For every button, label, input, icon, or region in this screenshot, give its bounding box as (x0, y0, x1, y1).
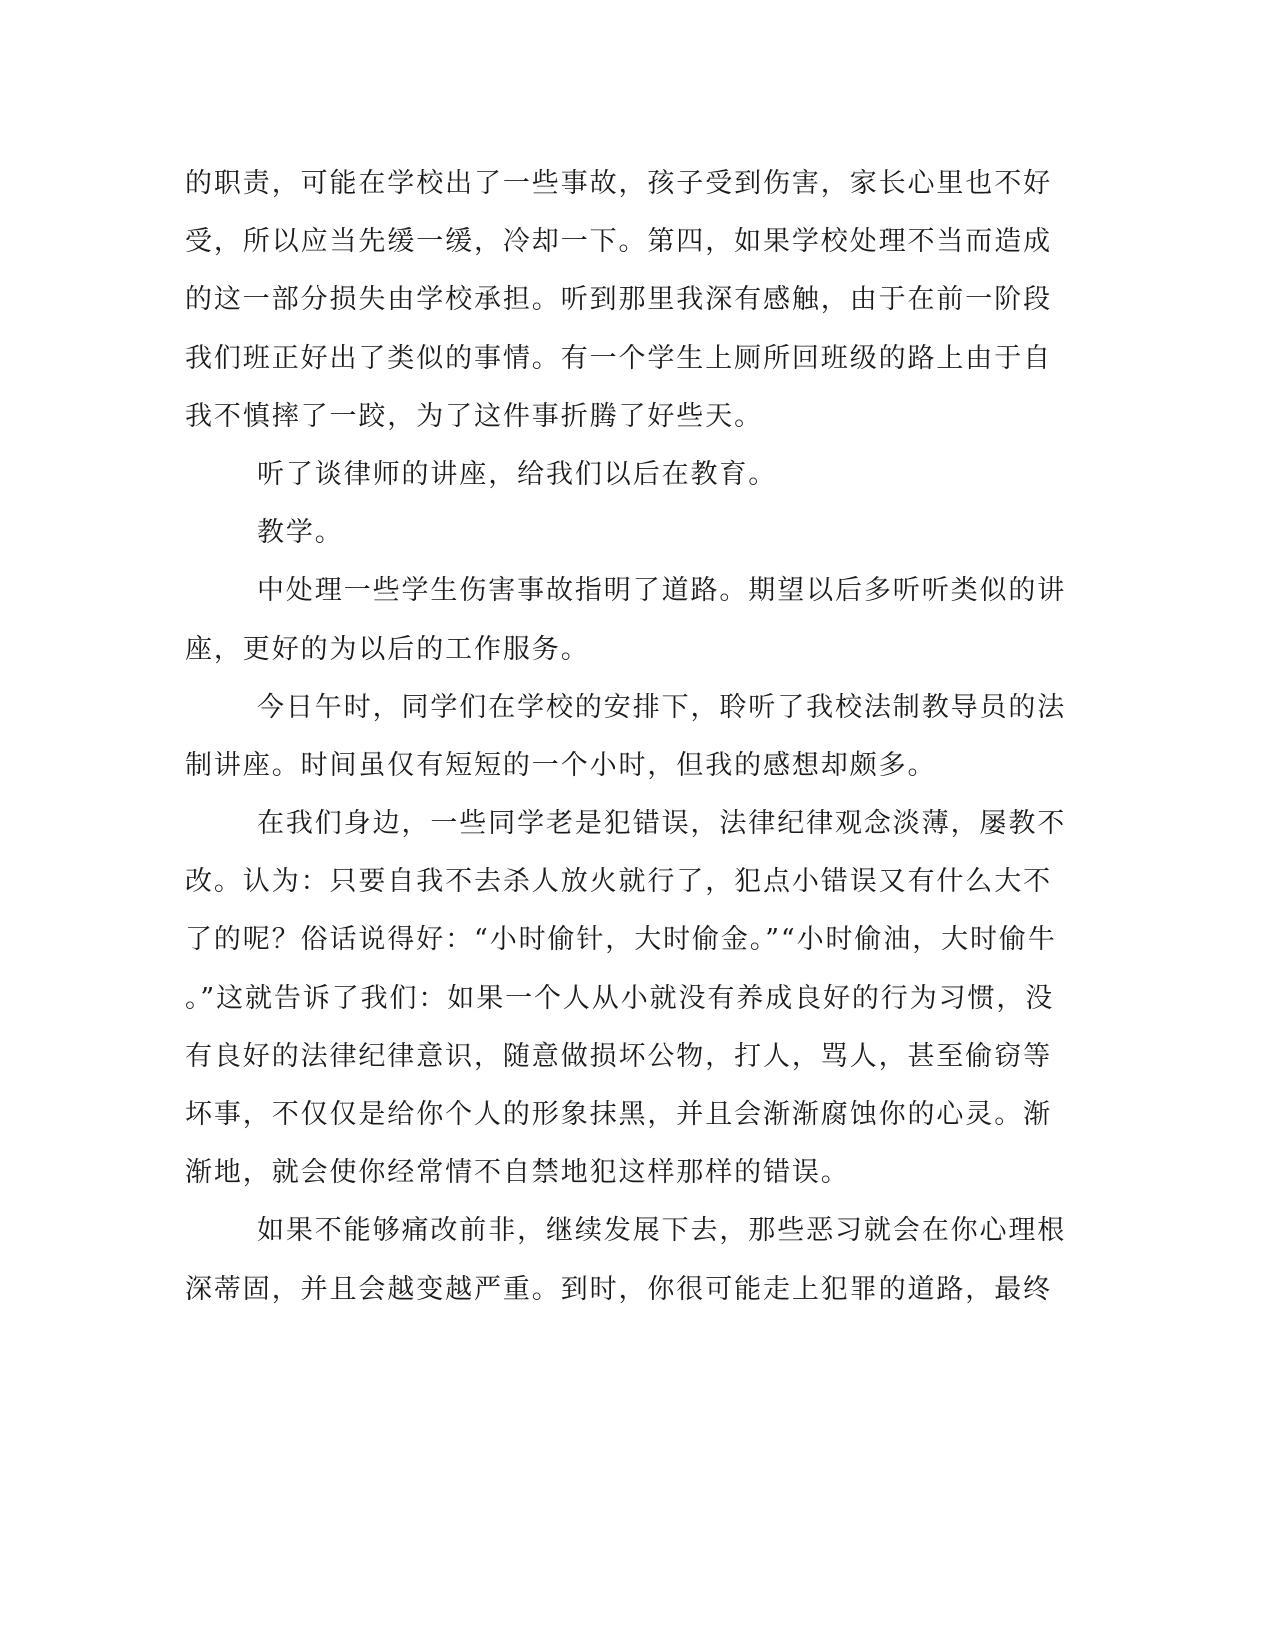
text-line: 渐地，就会使你经常情不自禁地犯这样那样的错误。 (185, 1157, 850, 1189)
text-line: 今日午时，同学们在学校的安排下，聆听了我校法制教导员的法 (257, 691, 1067, 723)
text-line: 听了谈律师的讲座，给我们以后在教育。 (257, 458, 778, 490)
text-line: 座，更好的为以后的工作服务。 (185, 633, 590, 665)
text-line: 坏事，不仅仅是给你个人的形象抹黑，并且会渐渐腐蚀你的心灵。渐 (185, 1099, 1052, 1130)
text-line: 制讲座。时间虽仅有短短的一个小时，但我的感想却颇多。 (185, 749, 937, 781)
text-line: 的这一部分损失由学校承担。听到那里我深有感触，由于在前一阶段 (185, 284, 1052, 316)
text-line: 深蒂固，并且会越变越严重。到时，你很可能走上犯罪的道路，最终 (185, 1273, 1052, 1305)
text-line: 的职责，可能在学校出了一些事故，孩子受到伤害，家长心里也不好 (185, 168, 1052, 199)
text-line: 教学。 (257, 517, 344, 549)
text-line: 如果不能够痛改前非，继续发展下去，那些恶习就会在你心理根 (257, 1215, 1067, 1247)
text-line: 有良好的法律纪律意识，随意做损坏公物，打人，骂人，甚至偷窃等 (185, 1040, 1052, 1072)
text-line: 。”这就告诉了我们：如果一个人从小就没有养成良好的行为习惯，没 (185, 982, 1055, 1014)
text-line: 我们班正好出了类似的事情。有一个学生上厕所回班级的路上由于自 (185, 342, 1052, 374)
document-body-text (185, 155, 1065, 1319)
text-line: 我不慎摔了一跤，为了这件事折腾了好些天。 (185, 400, 763, 432)
text-line: 改。认为：只要自我不去杀人放火就行了，犯点小错误又有什么大不 (185, 866, 1052, 898)
text-line: 了的呢？俗话说得好：“小时偷针，大时偷金。”“小时偷油，大时偷牛 (185, 924, 1057, 956)
text-line: 受，所以应当先缓一缓，冷却一下。第四，如果学校处理不当而造成 (185, 226, 1052, 258)
text-line: 在我们身边，一些同学老是犯错误，法律纪律观念淡薄，屡教不 (257, 808, 1067, 840)
text-line: 中处理一些学生伤害事故指明了道路。期望以后多听听类似的讲 (257, 575, 1067, 607)
